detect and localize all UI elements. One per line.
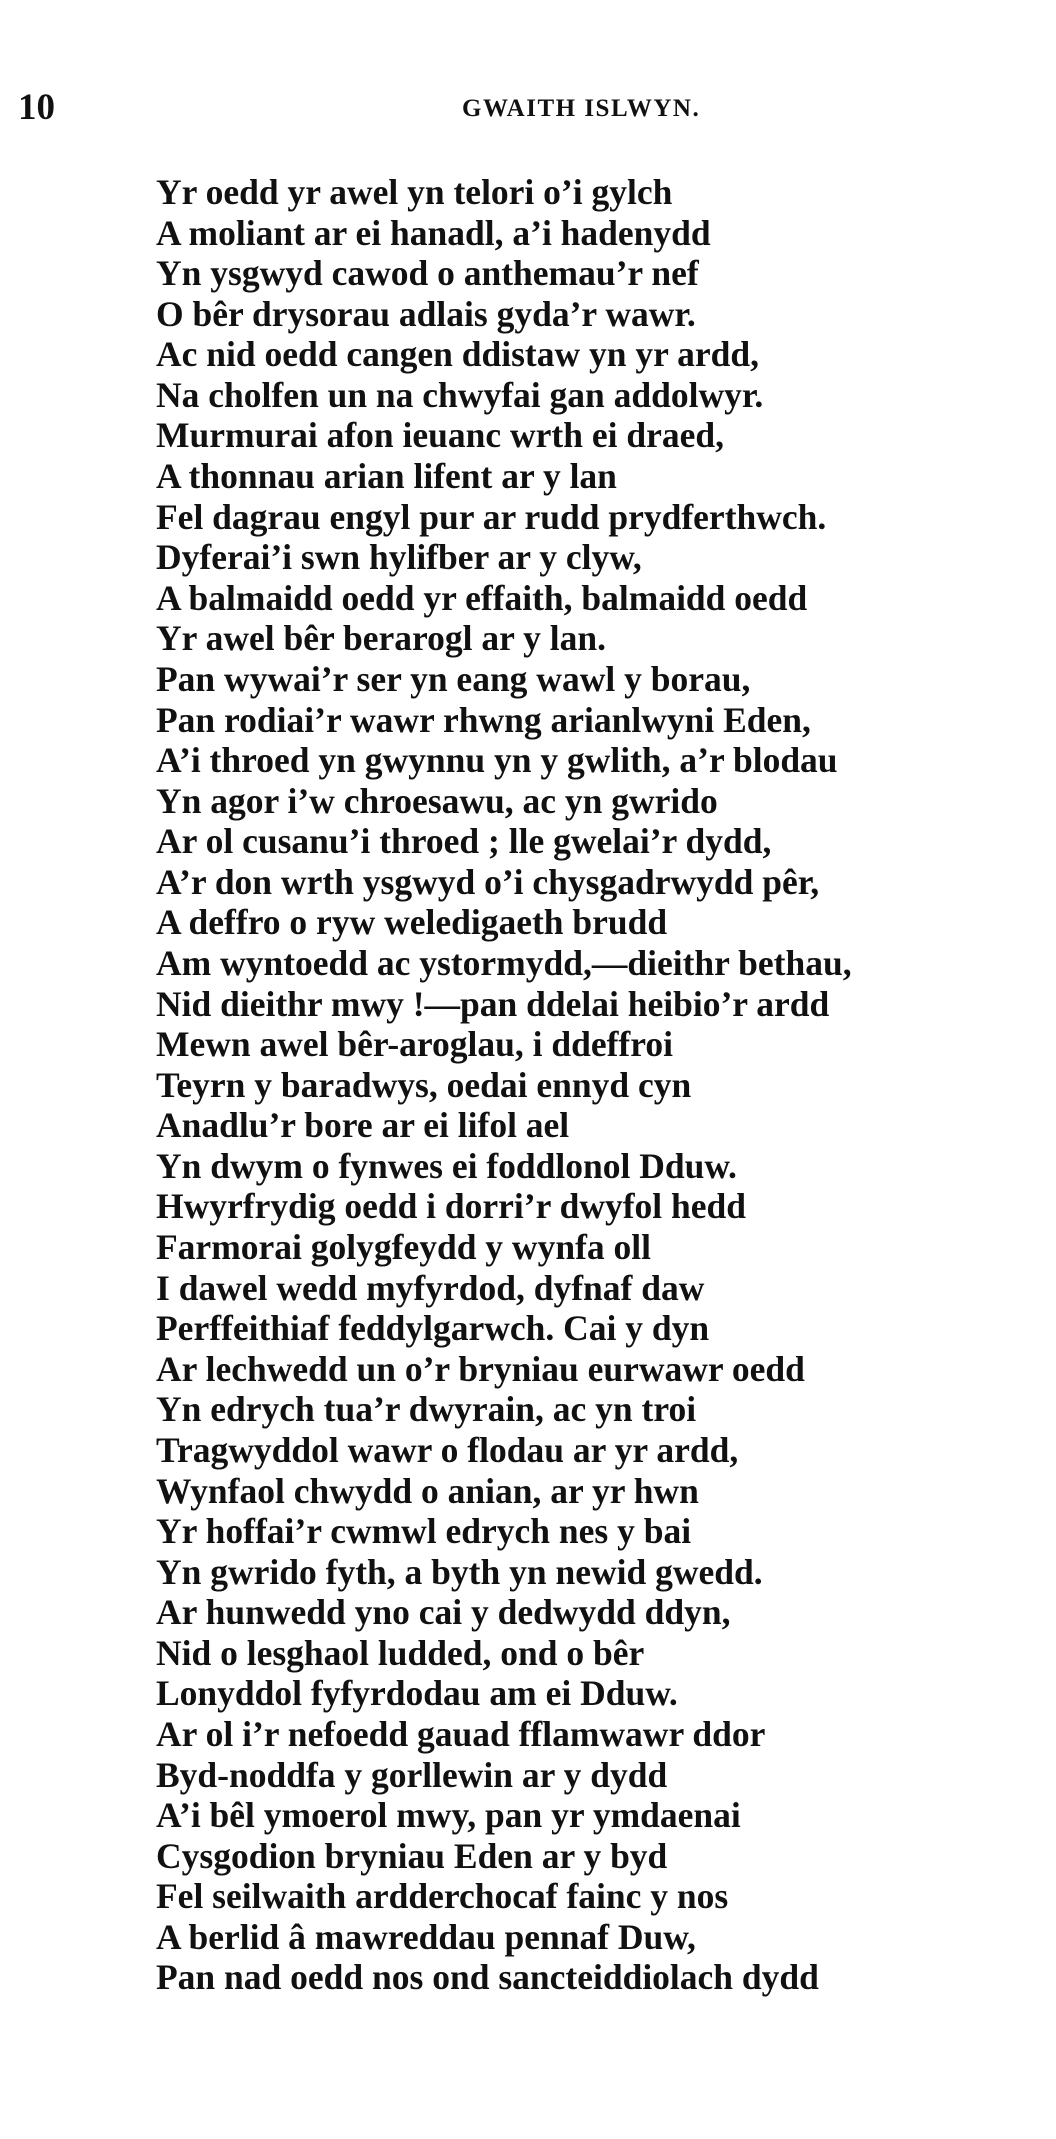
poem-line: Teyrn y baradwys, oedai ennyd cyn <box>156 1064 692 1105</box>
poem-line: Perffeithiaf feddylgarwch. Cai y dyn <box>156 1308 710 1349</box>
poem-line: Yn edrych tua’r dwyrain, ac yn troi <box>156 1389 697 1430</box>
poem-line: A berlid â mawreddau pennaf Duw, <box>156 1916 696 1957</box>
poem-line: Wynfaol chwydd o anian, ar yr hwn <box>156 1470 699 1511</box>
poem-line: Yn gwrido fyth, a byth yn newid gwedd. <box>156 1551 763 1592</box>
poem-line: Na cholfen un na chwyfai gan addolwyr. <box>156 374 764 415</box>
poem-line: A’i throed yn gwynnu yn y gwlith, a’r blodau <box>156 740 838 781</box>
poem-line: Cysgodion bryniau Eden ar y byd <box>156 1835 668 1876</box>
poem-line: Yn ysgwyd cawod o anthemau’r nef <box>156 253 699 294</box>
poem-line: Fel seilwaith ardderchocaf fainc y nos <box>156 1876 729 1917</box>
poem-line: Farmorai golygfeydd y wynfa oll <box>156 1227 651 1268</box>
poem-line: Anadlu’r bore ar ei lifol ael <box>156 1105 570 1146</box>
poem-line: A’i bêl ymoerol mwy, pan yr ymdaenai <box>156 1795 741 1836</box>
poem-line: Pan wywai’r ser yn eang wawl y borau, <box>156 658 751 699</box>
poem-line: Am wyntoedd ac ystormydd,—dieithr bethau, <box>156 942 852 983</box>
poem-line: Ar hunwedd yno cai y dedwydd ddyn, <box>156 1592 731 1633</box>
poem-line: Nid o lesghaol ludded, ond o bêr <box>156 1632 645 1673</box>
poem-line: Yr hoffai’r cwmwl edrych nes y bai <box>156 1511 692 1552</box>
poem-line: Lonyddol fyfyrdodau am ei Dduw. <box>156 1673 678 1714</box>
poem-line: Byd-noddfa y gorllewin ar y dydd <box>156 1754 668 1795</box>
poem-line: I dawel wedd myfyrdod, dyfnaf daw <box>156 1267 705 1308</box>
poem-line: Pan rodiai’r wawr rhwng arianlwyni Eden, <box>156 699 811 740</box>
poem-line: Murmurai afon ieuanc wrth ei draed, <box>156 415 724 456</box>
poem-line: Dyferai’i swn hylifber ar y clyw, <box>156 537 642 578</box>
poem-line: Nid dieithr mwy !—pan ddelai heibio’r ardd <box>156 983 830 1024</box>
poem-line: A moliant ar ei hanadl, a’i hadenydd <box>156 212 711 253</box>
poem-line: Yr awel bêr berarogl ar y lan. <box>156 618 606 659</box>
poem-line: Yn agor i’w chroesawu, ac yn gwrido <box>156 780 718 821</box>
poem-line: Yn dwym o fynwes ei foddlonol Dduw. <box>156 1145 737 1186</box>
poem-line: Ar ol i’r nefoedd gauad fflamwawr ddor <box>156 1713 766 1754</box>
poem-line: Tragwyddol wawr o flodau ar yr ardd, <box>156 1429 739 1470</box>
poem-line: A’r don wrth ysgwyd o’i chysgadrwydd pêr, <box>156 861 820 902</box>
poem-line: A deffro o ryw weledigaeth brudd <box>156 902 668 943</box>
running-title: GWAITH ISLWYN. <box>462 95 701 122</box>
poem-line: Ar ol cusanu’i throed ; lle gwelai’r dydd, <box>156 821 772 862</box>
poem-line: Mewn awel bêr-aroglau, i ddeffroi <box>156 1024 673 1065</box>
page-header <box>0 88 1056 128</box>
poem-body <box>156 172 1036 1998</box>
poem-line: O bêr drysorau adlais gyda’r wawr. <box>156 293 696 334</box>
poem-line: Ar lechwedd un o’r bryniau eurwawr oedd <box>156 1348 805 1389</box>
poem-line: Fel dagrau engyl pur ar rudd prydferthwch. <box>156 496 827 537</box>
poem-line: Pan nad oedd nos ond sancteiddiolach dydd <box>156 1957 819 1998</box>
poem-line: Ac nid oedd cangen ddistaw yn yr ardd, <box>156 334 759 375</box>
poem-line: A balmaidd oedd yr effaith, balmaidd oedd <box>156 577 808 618</box>
poem-line: A thonnau arian lifent ar y lan <box>156 456 617 497</box>
page-number: 10 <box>18 87 55 128</box>
poem-line: Yr oedd yr awel yn telori o’i gylch <box>156 172 673 212</box>
poem-line: Hwyrfrydig oedd i dorri’r dwyfol hedd <box>156 1186 747 1227</box>
